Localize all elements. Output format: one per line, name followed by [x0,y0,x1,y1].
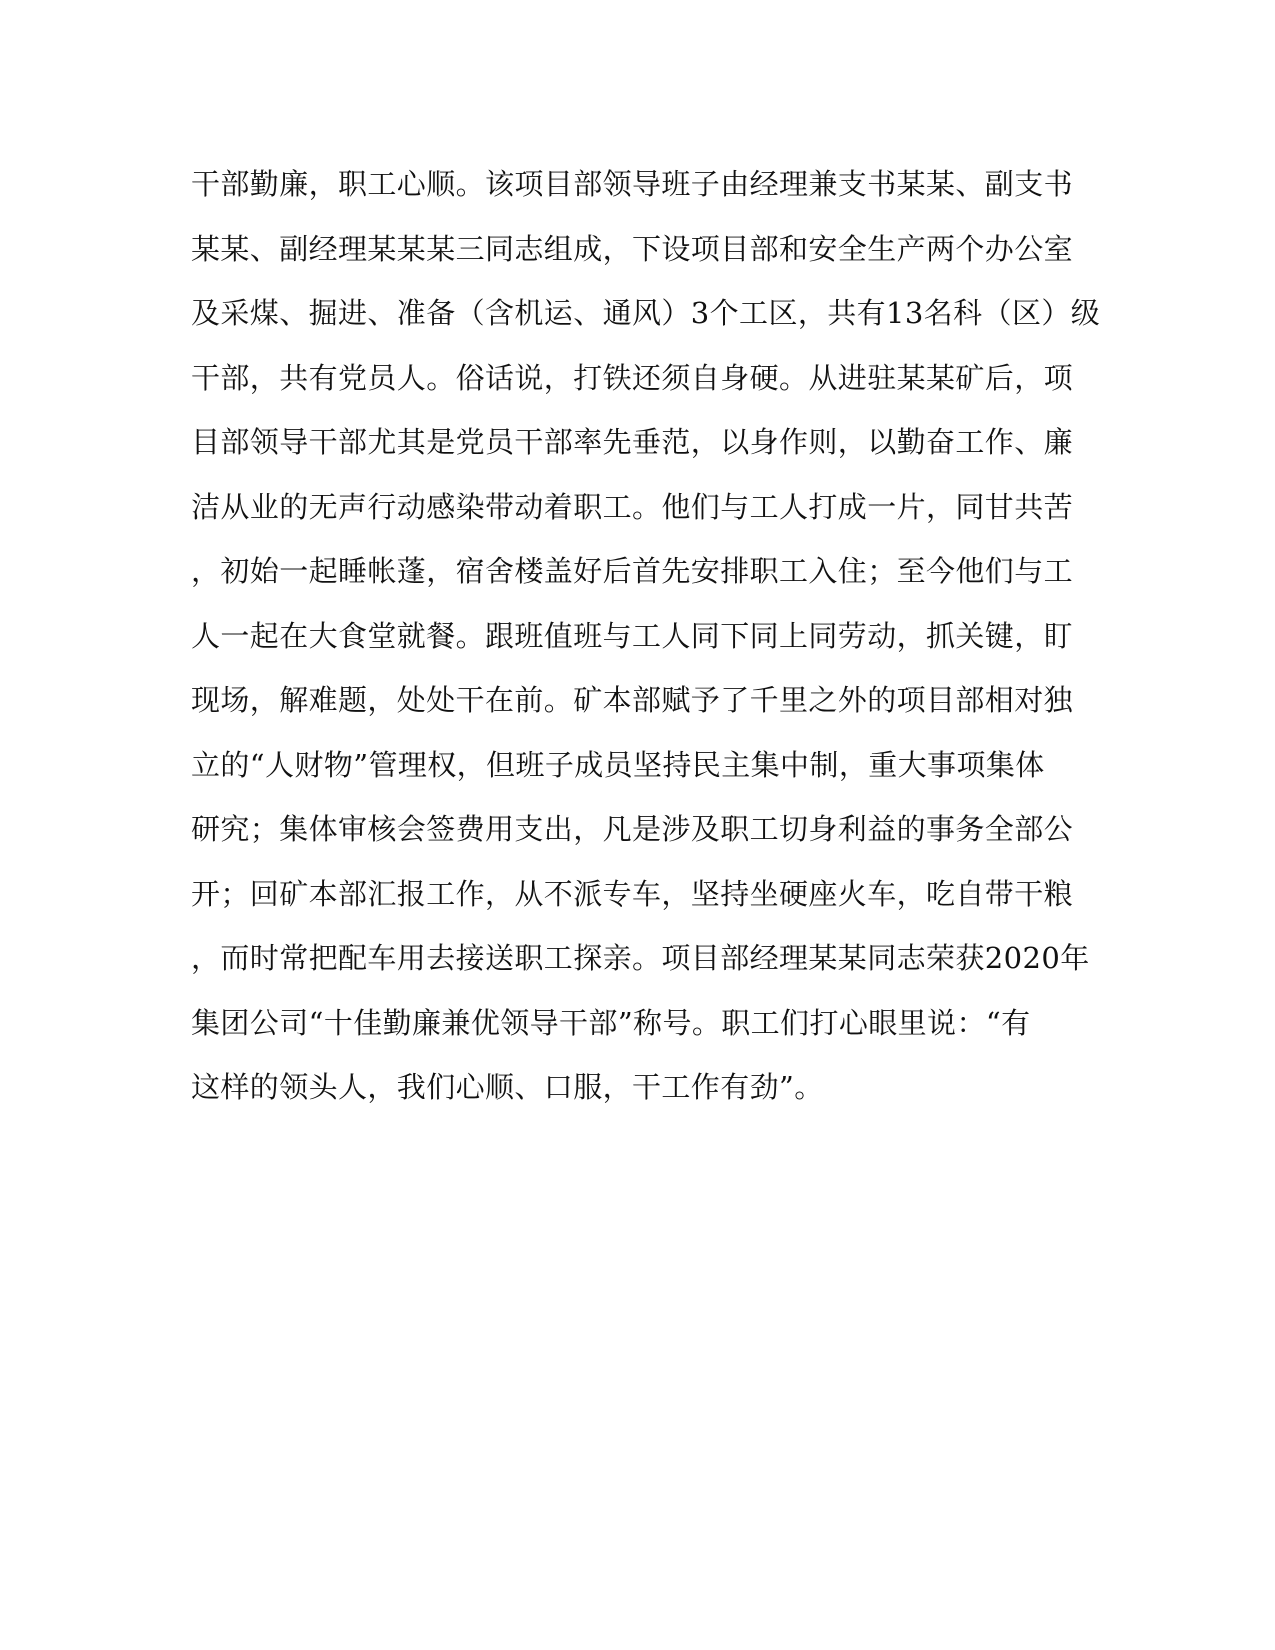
text-line: 及采煤、掘进、准备（含机运、通风）3个工区，共有13名科（区）级 [191,296,1101,330]
text-line: 这样的领头人，我们心顺、口服，干工作有劲”。 [191,1070,824,1104]
text-line: ，初始一起睡帐蓬，宿舍楼盖好后首先安排职工入住；至今他们与工 [191,554,1074,588]
text-line: ，而时常把配车用去接送职工探亲。项目部经理某某同志荣获2020年 [191,941,1090,975]
text-line: 干部勤廉，职工心顺。该项目部领导班子由经理兼支书某某、副支书 [191,167,1074,201]
text-line: 干部，共有党员人。俗话说，打铁还须自身硬。从进驻某某矿后，项 [191,360,1074,395]
text-line: 现场，解难题，处处干在前。矿本部赋予了千里之外的项目部相对独 [191,683,1074,717]
text-line: 开；回矿本部汇报工作，从不派专车，坚持坐硬座火车，吃自带干粮 [191,876,1074,911]
text-line: 集团公司“十佳勤廉兼优领导干部”称号。职工们打心眼里说：“有 [191,1005,1031,1040]
text-line: 洁从业的无声行动感染带动着职工。他们与工人打成一片，同甘共苦 [191,489,1074,524]
text-line: 研究；集体审核会签费用支出，凡是涉及职工切身利益的事务全部公 [191,812,1074,846]
text-line: 立的“人财物”管理权，但班子成员坚持民主集中制，重大事项集体 [191,747,1045,782]
text-line: 某某、副经理某某某三同志组成，下设项目部和安全生产两个办公室 [191,231,1074,266]
text-line: 目部领导干部尤其是党员干部率先垂范，以身作则，以勤奋工作、廉 [191,425,1074,459]
text-line: 人一起在大食堂就餐。跟班值班与工人同下同上同劳动，抓关键，盯 [191,618,1074,653]
body-paragraph [191,152,1101,1120]
